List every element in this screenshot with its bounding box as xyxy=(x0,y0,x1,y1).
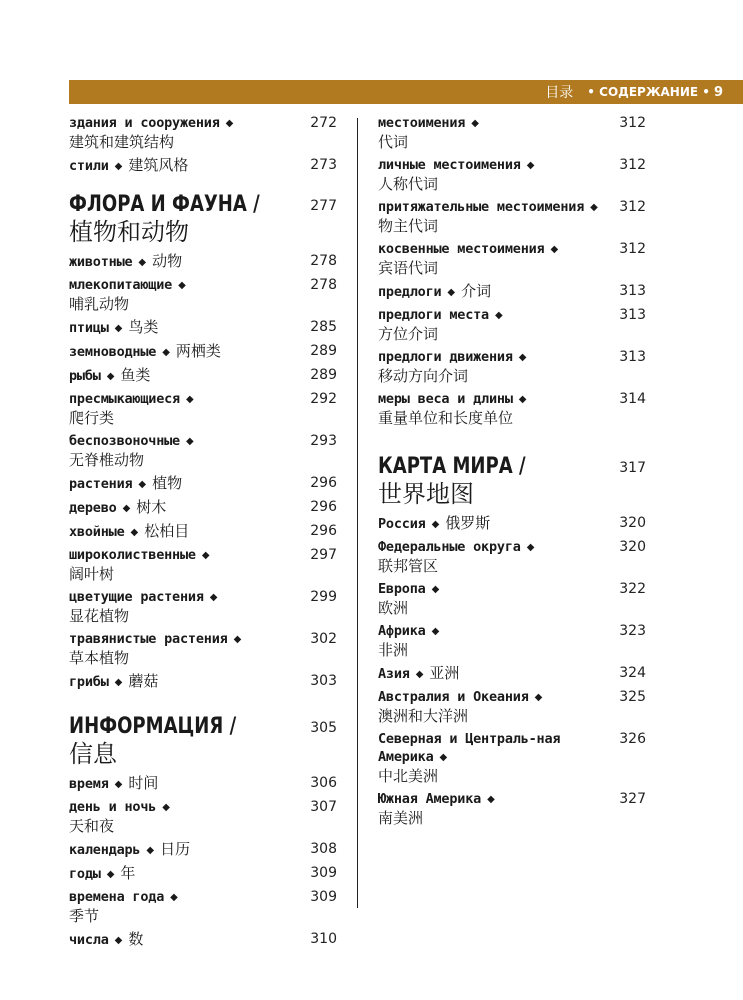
toc-entry[interactable] xyxy=(69,840,337,860)
diamond-bullet-icon: ◆ xyxy=(162,347,170,358)
entry-page-number: 309 xyxy=(310,889,337,905)
entry-title-ru: Африка xyxy=(378,623,426,639)
right-entries-top xyxy=(378,114,646,428)
entry-page-number: 313 xyxy=(619,349,646,365)
toc-entry[interactable] xyxy=(378,664,646,684)
toc-entry[interactable] xyxy=(69,366,337,386)
entry-title-zh: 显花植物 xyxy=(69,607,130,625)
entry-title-ru: числа xyxy=(69,932,109,948)
entry-title-ru: Европа xyxy=(378,581,426,597)
entry-title-ru: местоимения xyxy=(378,115,466,131)
entry-title-zh: 两栖类 xyxy=(175,342,221,360)
entry-page-number: 312 xyxy=(619,199,646,215)
entry-title-ru: стили xyxy=(69,158,109,174)
entry-title-ru: Азия xyxy=(378,666,410,682)
diamond-bullet-icon: ◆ xyxy=(209,592,218,603)
toc-entry[interactable] xyxy=(69,672,337,692)
entry-page-number: 296 xyxy=(310,499,337,515)
entry-title-zh: 亚洲 xyxy=(429,664,460,682)
entry-title-zh: 草本植物 xyxy=(69,649,130,667)
toc-entry[interactable] xyxy=(69,930,337,950)
right-column xyxy=(378,114,646,832)
toc-entry[interactable] xyxy=(378,790,646,828)
entry-title-ru: личные местоимения xyxy=(378,157,521,173)
entry-title-zh: 松柏目 xyxy=(144,522,190,540)
toc-entry[interactable] xyxy=(378,198,646,236)
diamond-bullet-icon: ◆ xyxy=(487,794,495,805)
entry-page-number: 308 xyxy=(310,841,337,857)
entry-title-zh: 南美洲 xyxy=(378,809,424,827)
running-header xyxy=(69,80,743,104)
diamond-bullet-icon: ◆ xyxy=(431,584,440,595)
entry-title-zh: 植物 xyxy=(152,474,183,492)
entry-page-number: 312 xyxy=(619,157,646,173)
diamond-bullet-icon: ◆ xyxy=(590,202,598,213)
toc-entry[interactable] xyxy=(69,498,337,518)
entry-page-number: 324 xyxy=(619,665,646,681)
entry-title-ru: травянистые растения xyxy=(69,631,228,647)
entry-title-ru: цветущие растения xyxy=(69,589,204,605)
toc-entry[interactable] xyxy=(69,342,337,362)
entry-page-number: 325 xyxy=(619,689,646,705)
section-title-zh: 世界地图 xyxy=(378,480,474,508)
entry-page-number: 292 xyxy=(310,391,337,407)
entry-page-number: 312 xyxy=(619,115,646,131)
header-title-ru: • СОДЕРЖАНИЕ • xyxy=(587,85,710,99)
diamond-bullet-icon: ◆ xyxy=(106,371,115,382)
toc-entry[interactable] xyxy=(69,156,337,176)
toc-entry[interactable] xyxy=(69,114,337,152)
toc-entry[interactable] xyxy=(69,432,337,470)
header-title-zh: 目录 xyxy=(545,85,574,101)
entry-title-ru: Россия xyxy=(378,516,426,532)
toc-entry[interactable] xyxy=(69,474,337,494)
entry-title-zh: 日历 xyxy=(160,840,191,858)
entry-page-number: 312 xyxy=(619,241,646,257)
diamond-bullet-icon: ◆ xyxy=(439,752,448,763)
entry-title-ru: беспозвоночные xyxy=(69,433,180,449)
entry-title-zh: 移动方向介词 xyxy=(378,367,469,385)
toc-entry[interactable] xyxy=(378,306,646,344)
entry-title-zh: 数 xyxy=(128,930,144,948)
entry-title-ru: меры веса и длины xyxy=(378,391,513,407)
diamond-bullet-icon: ◆ xyxy=(225,118,234,129)
entry-title-ru: Федеральные округа xyxy=(378,539,521,555)
section-heading-flora[interactable] xyxy=(69,192,337,246)
entry-title-zh: 树木 xyxy=(136,498,167,516)
diamond-bullet-icon: ◆ xyxy=(471,118,479,129)
entry-title-zh: 重量单位和长度单位 xyxy=(378,409,514,427)
entry-page-number: 289 xyxy=(310,367,337,383)
entry-title-ru: грибы xyxy=(69,674,109,690)
entry-title-ru: млекопитающие xyxy=(69,277,173,293)
column-divider xyxy=(357,118,358,908)
entry-title-zh: 动物 xyxy=(152,252,183,270)
left-entries-top xyxy=(69,114,337,176)
entry-title-zh: 哺乳动物 xyxy=(69,295,130,313)
section-title-zh: 信息 xyxy=(69,740,117,768)
toc-entry[interactable] xyxy=(69,864,337,884)
diamond-bullet-icon: ◆ xyxy=(534,692,543,703)
toc-entry[interactable] xyxy=(378,622,646,660)
section-title-ru: ФЛОРА И ФАУНА / xyxy=(69,192,260,217)
diamond-bullet-icon: ◆ xyxy=(138,479,147,490)
entry-page-number: 278 xyxy=(310,277,337,293)
right-entries-map xyxy=(378,514,646,828)
entry-title-ru: время xyxy=(69,776,109,792)
entry-title-ru: хвойные xyxy=(69,524,125,540)
toc-entry[interactable] xyxy=(378,114,646,152)
entry-title-zh: 鸟类 xyxy=(128,318,159,336)
section-title-zh: 植物和动物 xyxy=(69,218,189,246)
section-title-ru: ИНФОРМАЦИЯ / xyxy=(69,714,237,739)
entry-page-number: 278 xyxy=(310,253,337,269)
entry-title-ru: земноводные xyxy=(69,344,157,360)
section-page: 305 xyxy=(310,720,337,736)
diamond-bullet-icon: ◆ xyxy=(550,244,559,255)
diamond-bullet-icon: ◆ xyxy=(114,161,123,172)
entry-title-zh: 年 xyxy=(120,864,136,882)
entry-title-ru: предлоги xyxy=(378,284,442,300)
entry-title-zh: 天和夜 xyxy=(69,817,115,835)
entry-page-number: 314 xyxy=(619,391,646,407)
entry-title-zh: 澳洲和大洋洲 xyxy=(378,707,469,725)
diamond-bullet-icon: ◆ xyxy=(431,626,440,637)
toc-entry[interactable] xyxy=(69,546,337,584)
entry-title-zh: 时间 xyxy=(128,774,159,792)
diamond-bullet-icon: ◆ xyxy=(130,527,139,538)
entry-page-number: 296 xyxy=(310,475,337,491)
entry-page-number: 293 xyxy=(310,433,337,449)
toc-entry[interactable] xyxy=(378,348,646,386)
entry-title-ru: животные xyxy=(69,254,133,270)
toc-entry[interactable] xyxy=(378,282,646,302)
toc-entry[interactable] xyxy=(69,390,337,428)
section-page: 277 xyxy=(310,198,337,214)
entry-title-ru: предлоги движения xyxy=(378,349,513,365)
entry-page-number: 296 xyxy=(310,523,337,539)
diamond-bullet-icon: ◆ xyxy=(415,669,424,680)
entry-title-zh: 无脊椎动物 xyxy=(69,451,145,469)
entry-page-number: 272 xyxy=(310,115,337,131)
entry-title-ru: пресмыкающиеся xyxy=(69,391,180,407)
entry-title-ru: притяжательные местоимения xyxy=(378,199,585,215)
toc-entry[interactable] xyxy=(69,630,337,668)
entry-title-zh: 爬行类 xyxy=(69,409,115,427)
entry-title-ru: годы xyxy=(69,866,101,882)
entry-page-number: 307 xyxy=(310,799,337,815)
entry-title-zh: 阔叶树 xyxy=(69,565,115,583)
entry-title-zh: 人称代词 xyxy=(378,175,439,193)
entry-page-number: 327 xyxy=(619,791,646,807)
entry-title-zh: 代词 xyxy=(378,133,409,151)
entry-page-number: 289 xyxy=(310,343,337,359)
entry-title-ru: рыбы xyxy=(69,368,101,384)
entry-page-number: 273 xyxy=(310,157,337,173)
toc-entry[interactable] xyxy=(69,276,337,314)
entry-title-zh: 建筑和建筑结构 xyxy=(69,133,175,151)
toc-entry[interactable] xyxy=(69,588,337,626)
diamond-bullet-icon: ◆ xyxy=(162,802,170,813)
toc-entry[interactable] xyxy=(69,252,337,272)
diamond-bullet-icon: ◆ xyxy=(178,280,186,291)
left-column xyxy=(69,114,337,954)
diamond-bullet-icon: ◆ xyxy=(106,869,115,880)
entry-title-zh: 蘑菇 xyxy=(128,672,159,690)
entry-title-ru: Южная Америка xyxy=(378,791,482,807)
entry-page-number: 320 xyxy=(619,515,646,531)
diamond-bullet-icon: ◆ xyxy=(122,503,131,514)
toc-entry[interactable] xyxy=(378,688,646,726)
left-entries-info xyxy=(69,774,337,950)
entry-title-ru: календарь xyxy=(69,842,141,858)
header-page-number: 9 xyxy=(713,84,723,100)
entry-page-number: 326 xyxy=(619,731,646,747)
entry-page-number: 297 xyxy=(310,547,337,563)
entry-title-ru: Северная и Централь-ная Америка xyxy=(378,731,561,765)
entry-title-ru: Австралия и Океания xyxy=(378,689,529,705)
toc-entry[interactable] xyxy=(378,580,646,618)
section-title-ru: КАРТА МИРА / xyxy=(378,454,526,479)
diamond-bullet-icon: ◆ xyxy=(495,310,503,321)
section-page: 317 xyxy=(619,460,646,476)
diamond-bullet-icon: ◆ xyxy=(114,677,123,688)
entry-page-number: 322 xyxy=(619,581,646,597)
diamond-bullet-icon: ◆ xyxy=(526,542,535,553)
entry-title-zh: 介词 xyxy=(461,282,492,300)
entry-title-zh: 建筑风格 xyxy=(128,156,189,174)
toc-entry[interactable] xyxy=(69,798,337,836)
toc-entry[interactable] xyxy=(69,774,337,794)
entry-title-zh: 方位介词 xyxy=(378,325,439,343)
entry-title-ru: растения xyxy=(69,476,133,492)
section-heading-map[interactable] xyxy=(378,454,646,508)
entry-page-number: 303 xyxy=(310,673,337,689)
toc-entry[interactable] xyxy=(378,156,646,194)
diamond-bullet-icon: ◆ xyxy=(114,779,123,790)
section-heading-info[interactable] xyxy=(69,714,337,768)
diamond-bullet-icon: ◆ xyxy=(170,892,178,903)
diamond-bullet-icon: ◆ xyxy=(233,634,242,645)
diamond-bullet-icon: ◆ xyxy=(201,550,210,561)
entry-page-number: 302 xyxy=(310,631,337,647)
entry-page-number: 320 xyxy=(619,539,646,555)
toc-entry[interactable] xyxy=(378,730,646,786)
entry-title-zh: 联邦管区 xyxy=(378,557,439,575)
diamond-bullet-icon: ◆ xyxy=(431,519,440,530)
entry-title-zh: 鱼类 xyxy=(120,366,151,384)
toc-entry[interactable] xyxy=(378,390,646,428)
entry-title-ru: широколиственные xyxy=(69,547,196,563)
toc-entry[interactable] xyxy=(378,538,646,576)
entry-title-ru: предлоги места xyxy=(378,307,489,323)
entry-title-ru: косвенные местоимения xyxy=(378,241,545,257)
entry-page-number: 299 xyxy=(310,589,337,605)
toc-entry[interactable] xyxy=(69,522,337,542)
diamond-bullet-icon: ◆ xyxy=(518,352,527,363)
entry-title-zh: 非洲 xyxy=(378,641,409,659)
diamond-bullet-icon: ◆ xyxy=(186,394,194,405)
toc-entry[interactable] xyxy=(378,514,646,534)
entry-title-zh: 欧洲 xyxy=(378,599,409,617)
diamond-bullet-icon: ◆ xyxy=(526,160,535,171)
toc-entry[interactable] xyxy=(69,318,337,338)
diamond-bullet-icon: ◆ xyxy=(146,845,155,856)
entry-page-number: 309 xyxy=(310,865,337,881)
entry-page-number: 285 xyxy=(310,319,337,335)
entry-title-zh: 物主代词 xyxy=(378,217,439,235)
diamond-bullet-icon: ◆ xyxy=(114,323,123,334)
diamond-bullet-icon: ◆ xyxy=(114,935,123,946)
diamond-bullet-icon: ◆ xyxy=(447,287,456,298)
entry-title-zh: 俄罗斯 xyxy=(445,514,491,532)
diamond-bullet-icon: ◆ xyxy=(138,257,147,268)
entry-title-ru: день и ночь xyxy=(69,799,157,815)
entry-title-ru: птицы xyxy=(69,320,109,336)
entry-page-number: 306 xyxy=(310,775,337,791)
entry-page-number: 313 xyxy=(619,283,646,299)
entry-page-number: 323 xyxy=(619,623,646,639)
left-entries-flora xyxy=(69,252,337,692)
entry-title-zh: 中北美洲 xyxy=(378,767,439,785)
diamond-bullet-icon: ◆ xyxy=(186,436,194,447)
entry-title-ru: дерево xyxy=(69,500,117,516)
entry-title-ru: здания и сооружения xyxy=(69,115,220,131)
entry-title-zh: 宾语代词 xyxy=(378,259,439,277)
entry-title-ru: времена года xyxy=(69,889,165,905)
entry-page-number: 310 xyxy=(310,931,337,947)
entry-title-zh: 季节 xyxy=(69,907,100,925)
toc-entry[interactable] xyxy=(378,240,646,278)
diamond-bullet-icon: ◆ xyxy=(518,394,527,405)
toc-entry[interactable] xyxy=(69,888,337,926)
entry-page-number: 313 xyxy=(619,307,646,323)
